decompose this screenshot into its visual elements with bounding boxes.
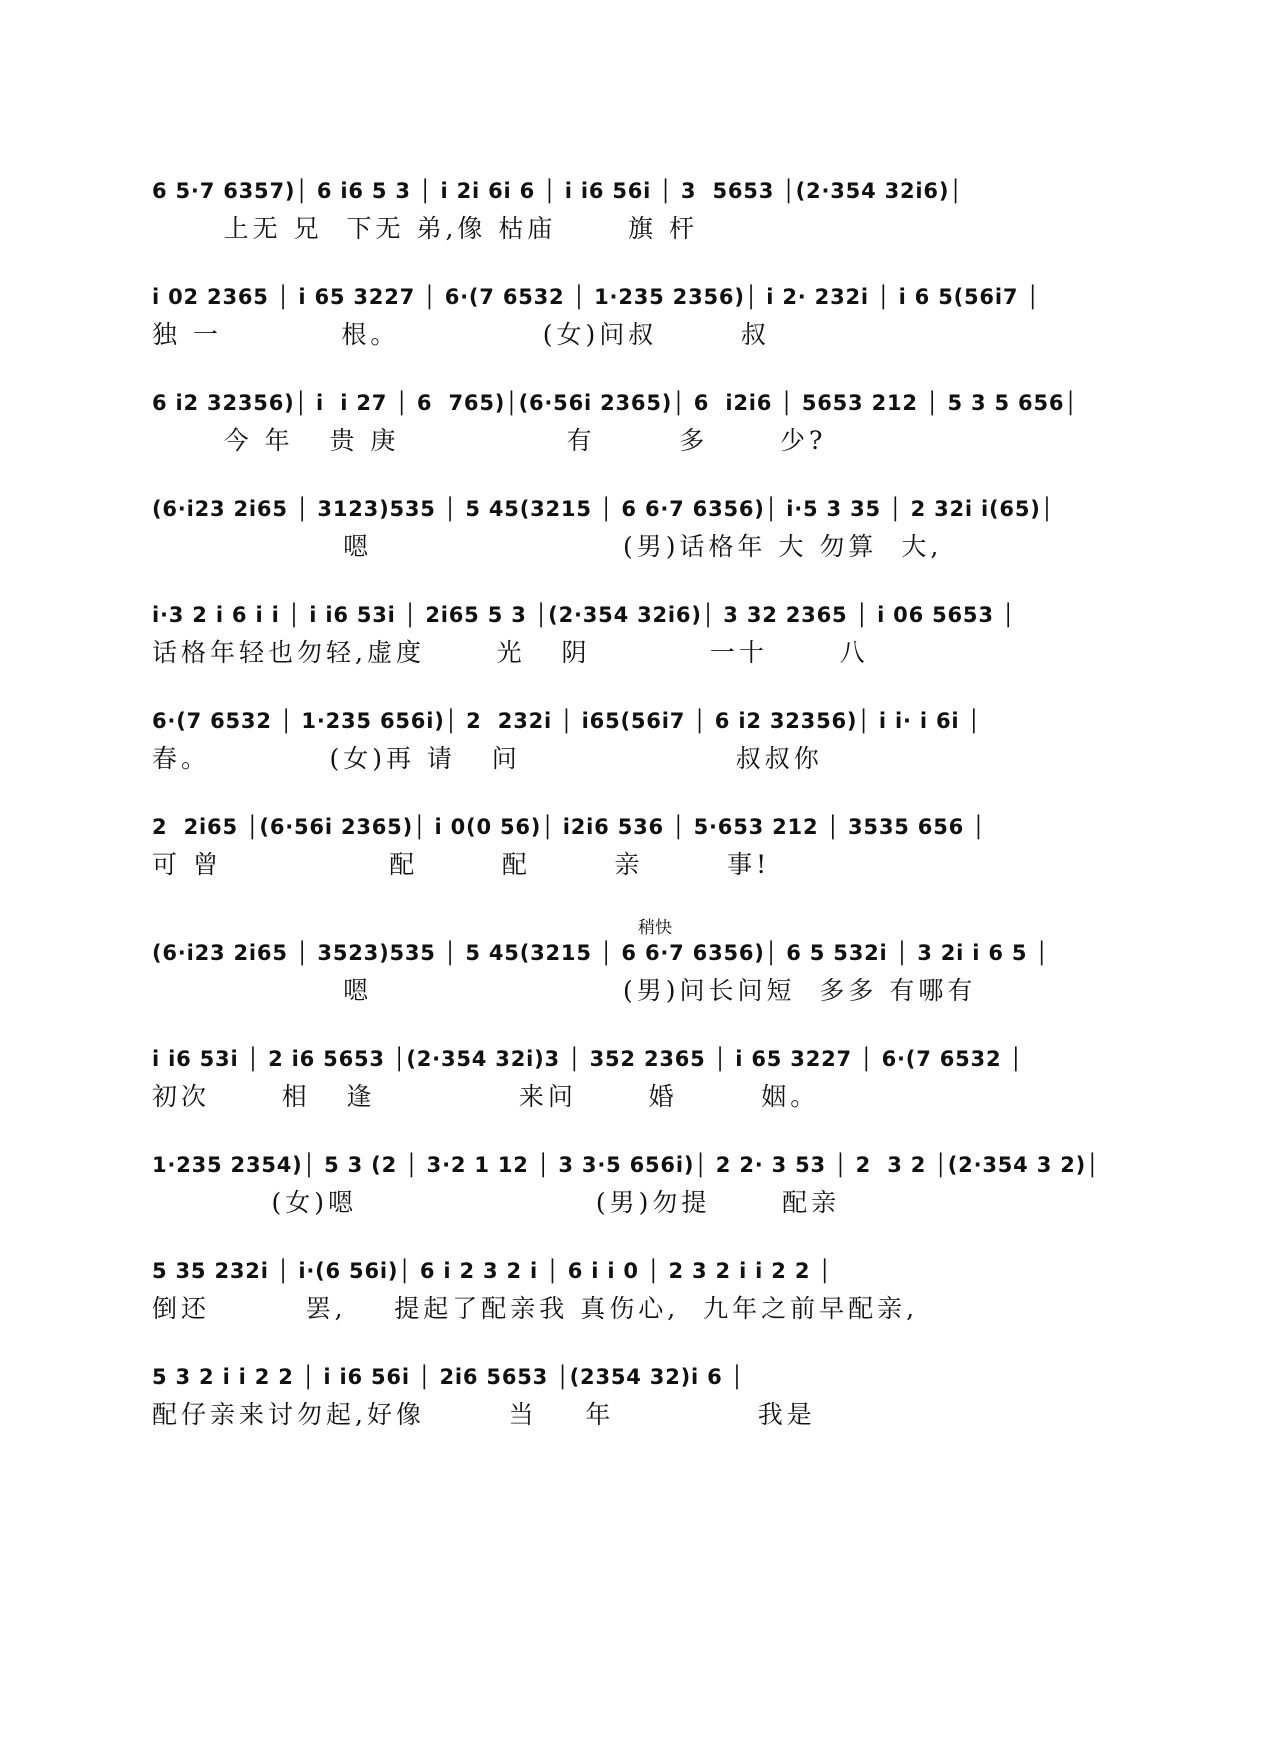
score-system-9 (0, 1044, 1272, 1154)
notation-line-9: i i6 53i │ 2 i6 5653 │(2·354 32i)3 │ 352 2365 │ i 65 3227 │ 6·(7 6532 │ (152, 1047, 1023, 1071)
lyrics-line-12: 配仔亲来讨勿起,好像 当 年 我是 (152, 1400, 816, 1429)
notation-line-1: 6 5·7 6357)│ 6 i6 5 3 │ i 2i 6i 6 │ i i6 56i │ 3 5653 │(2·354 32i6)│ (152, 179, 963, 203)
lyrics-line-1: 上无 兄 下无 弟,像 枯庙 旗 杆 (152, 214, 698, 243)
score-system-12 (0, 1362, 1272, 1472)
lyrics-line-7: 可 曾 配 配 亲 事! (152, 850, 771, 879)
notation-line-7: 2 2i65 │(6·56i 2365)│ i 0(0 56)│ i2i6 536 │ 5·653 212 │ 3535 656 │ (152, 815, 986, 839)
lyrics-line-2: 独 一 根。 (女)问叔 叔 (152, 320, 770, 349)
notation-line-4: (6·i23 2i65 │ 3123)535 │ 5 45(3215 │ 6 6·7 6356)│ i·5 3 35 │ 2 32i i(65)│ (152, 497, 1055, 521)
score-system-7 (0, 812, 1272, 922)
notation-line-2: i 02 2365 │ i 65 3227 │ 6·(7 6532 │ 1·235 2356)│ i 2· 232i │ i 6 5(56i7 │ (152, 285, 1040, 309)
notation-line-12: 5 3 2 i i 2 2 │ i i6 56i │ 2i6 5653 │(2354 32)i 6 │ (152, 1365, 745, 1389)
score-system-11 (0, 1256, 1272, 1366)
score-system-5 (0, 600, 1272, 710)
tempo-marking: 稍快 (638, 918, 672, 938)
notation-line-3: 6 i2 32356)│ i i 27 │ 6 765)│(6·56i 2365)│ 6 i2i6 │ 5653 212 │ 5 3 5 656│ (152, 391, 1078, 415)
score-system-10 (0, 1150, 1272, 1260)
lyrics-line-5: 话格年轻也勿轻,虚度 光 阴 一十 八 (152, 638, 869, 667)
score-system-4 (0, 494, 1272, 604)
lyrics-line-6: 春。 (女)再 请 问 叔叔你 (152, 744, 823, 773)
lyrics-line-10: (女)嗯 (男)勿提 配亲 (152, 1188, 841, 1217)
score-system-3 (0, 388, 1272, 498)
lyrics-line-11: 倒还 罢, 提起了配亲我 真伤心, 九年之前早配亲, (152, 1294, 919, 1323)
notation-line-8: (6·i23 2i65 │ 3523)535 │ 5 45(3215 │ 6 6·7 6356)│ 6 5 532i │ 3 2i i 6 5 │ (152, 941, 1049, 965)
notation-line-6: 6·(7 6532 │ 1·235 656i)│ 2 232i │ i65(56i7 │ 6 i2 32356)│ i i· i 6i │ (152, 709, 981, 733)
lyrics-line-4: 嗯 (男)话格年 大 勿算 大, (152, 532, 943, 561)
notation-line-10: 1·235 2354)│ 5 3 (2 │ 3·2 1 12 │ 3 3·5 656i)│ 2 2· 3 53 │ 2 3 2 │(2·354 3 2)│ (152, 1153, 1100, 1177)
score-system-8 (0, 938, 1272, 1048)
notation-line-11: 5 35 232i │ i·(6 56i)│ 6 i 2 3 2 i │ 6 i i 0 │ 2 3 2 i i 2 2 │ (152, 1259, 832, 1283)
score-system-6 (0, 706, 1272, 816)
notation-line-5: i·3 2 i 6 i i │ i i6 53i │ 2i65 5 3 │(2·354 32i6)│ 3 32 2365 │ i 06 5653 │ (152, 603, 1016, 627)
score-system-2 (0, 282, 1272, 392)
lyrics-line-3: 今 年 贵 庚 有 多 少? (152, 426, 827, 455)
lyrics-line-8: 嗯 (男)问长问短 多多 有哪有 (152, 976, 977, 1005)
score-system-1 (0, 176, 1272, 286)
lyrics-line-9: 初次 相 逢 来问 婚 姻。 (152, 1082, 820, 1111)
